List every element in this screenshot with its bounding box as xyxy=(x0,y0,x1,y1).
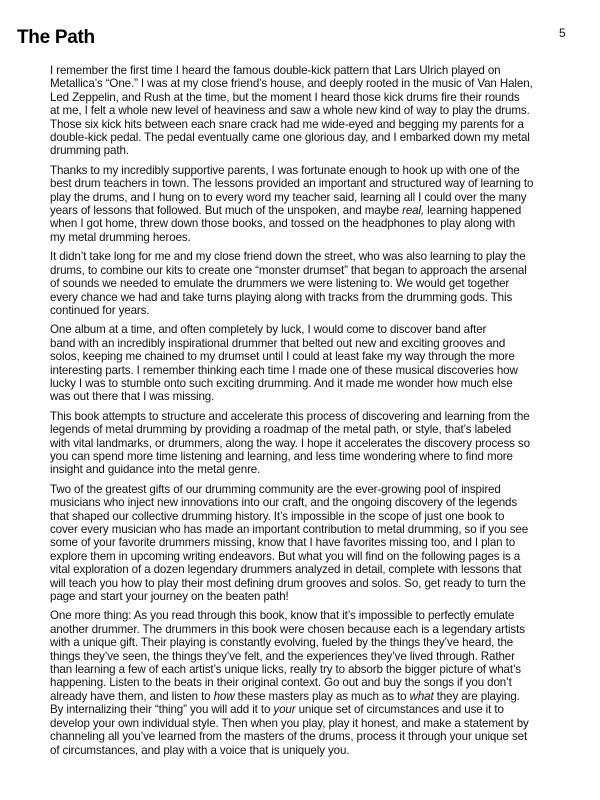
text-line: I remember the first time I heard the famous double-kick pattern that Lars Ulrich played on xyxy=(50,64,501,77)
text-line: some of your favorite drummers missing, know that I have favorites missing too, and I plan to xyxy=(50,536,516,550)
text-segment: By internalizing their “thing” you will add it to xyxy=(50,703,274,717)
text-line: cover every musician who has made an important contribution to metal drumming, so if you see xyxy=(50,523,529,536)
text-line: Two of the greatest gifts of our drumming community are the ever-growing pool of inspired xyxy=(50,482,501,496)
text-line: solos, keeping me chained to my drumset until I could at least fake my way through the more xyxy=(50,350,515,364)
page-number: 5 xyxy=(559,26,566,40)
text-line: develop your own individual style. Then when you play, play it honest, and make a statement by xyxy=(50,716,529,730)
text-segment: already have them, and listen to xyxy=(50,689,214,703)
text-line: continued for years. xyxy=(50,303,150,317)
italic-text: your xyxy=(273,703,296,717)
text-line: interesting parts. I remember thinking each time I made one of these musical discoveries how xyxy=(50,363,518,377)
paragraph xyxy=(50,64,550,158)
text-line: happening. Listen to the beats in their original context. Go out and buy the songs if you don’t xyxy=(50,676,512,690)
text-line: This book attempts to structure and accelerate this process of discovering and learning from the xyxy=(50,409,530,423)
italic-text: what xyxy=(409,689,434,703)
paragraph xyxy=(50,609,550,756)
text-line: was out there that I was missing. xyxy=(50,390,215,404)
text-line xyxy=(50,204,550,217)
text-line: of sounds we needed to emulate the drummers we were listening to. We would get together xyxy=(50,277,510,291)
text-line: with a unique gift. Their playing is constantly evolving, fueled by the things they’ve heard, the xyxy=(50,636,514,650)
text-line: One album at a time, and often completely by luck, I would come to discover band after xyxy=(50,323,487,337)
text-line: It didn’t take long for me and my close friend down the street, who was also learning to play the xyxy=(50,250,526,264)
text-line: every chance we had and take turns playing along with tracks from the drumming gods. This xyxy=(50,290,513,304)
text-line: with vital landmarks, or drummers, along the way. I hope it accelerates the discovery process so xyxy=(50,436,530,450)
paragraph xyxy=(50,164,550,244)
body-text xyxy=(50,64,550,763)
italic-text: how xyxy=(213,689,235,703)
text-line: play the drums, and I hung on to every word my teacher said, learning all I could over the many xyxy=(50,190,527,204)
italic-text: real, xyxy=(402,204,425,218)
paragraph xyxy=(50,410,550,477)
paragraph xyxy=(50,483,550,604)
text-line: Thanks to my incredibly supportive parents, I was fortunate enough to hook up with one of the xyxy=(50,163,520,177)
text-line: double-kick pedal. The pedal eventually came one glorious day, and I embarked down my metal xyxy=(50,131,530,145)
text-line: One more thing: As you read through this book, know that it’s impossible to perfectly emulate xyxy=(50,609,515,623)
text-line: drumming path. xyxy=(50,144,129,158)
text-line xyxy=(50,690,550,703)
text-line: will teach you how to play their most defining drum grooves and solos. So, get ready to turn the xyxy=(50,576,526,590)
text-line: legends of metal drumming by providing a roadmap of the metal path, or style, that’s labeled xyxy=(50,423,512,437)
text-line: insight and guidance into the metal genre. xyxy=(50,463,261,477)
text-line: explore them in upcoming writing endeavors. But what you will find on the following pages is a xyxy=(50,549,521,563)
text-line: my metal drumming heroes. xyxy=(50,230,191,244)
text-line: Metallica’s “One.” I was at my close friend’s house, and deeply rooted in the music of Van Halen, xyxy=(50,77,533,91)
text-line xyxy=(50,703,550,716)
text-line: things they’ve seen, the things they’ve felt, and the experiences they’ve lived through. Rather xyxy=(50,649,515,663)
text-line: of circumstances, and play with a voice that is uniquely you. xyxy=(50,743,350,757)
text-segment: they are playing. xyxy=(433,689,520,703)
text-line: Those six kick hits between each snare crack had me wide-eyed and begging my parents for a xyxy=(50,117,524,131)
text-line: vital exploration of a dozen legendary drummers analyzed in detail, complete with lessons that xyxy=(50,563,522,577)
text-segment: these masters play as much as to xyxy=(234,689,410,703)
text-line: that shaped our collective drumming history. It’s impossible in the scope of just one book to xyxy=(50,509,505,523)
text-segment: learning happened xyxy=(424,204,522,218)
text-line: drums, to combine our kits to create one “monster drumset” that began to approach the arsenal xyxy=(50,263,527,277)
paragraph xyxy=(50,250,550,317)
text-line: page and start your journey on the beaten path! xyxy=(50,590,289,604)
text-line: musicians who inject new innovations into our craft, and the ongoing discovery of the legends xyxy=(50,496,518,510)
text-line: you can spend more time listening and learning, and less time wondering where to find more xyxy=(50,449,513,463)
text-line: band with an incredibly inspirational drummer that belted out new and exciting grooves and xyxy=(50,336,506,350)
text-line: another drummer. The drummers in this book were chosen because each is a legendary artists xyxy=(50,622,525,636)
text-line: than learning a few of each artist’s unique licks, really try to absorb the bigger picture of what’s xyxy=(50,663,521,677)
text-line: channeling all you’ve learned from the masters of the drums, process it through your unique set xyxy=(50,730,528,744)
text-line: lucky I was to stumble onto such exciting drumming. And it made me wonder how much else xyxy=(50,376,513,390)
text-line: best drum teachers in town. The lessons provided an important and structured way of learning to xyxy=(50,177,534,191)
text-line: at me, I felt a whole new level of heaviness and saw a whole new kind of way to play the drums. xyxy=(50,104,530,118)
section-title: The Path xyxy=(17,27,95,48)
text-segment: years of lessons that followed. But much of the unspoken, and maybe xyxy=(50,204,403,218)
paragraph xyxy=(50,323,550,403)
text-line: Led Zeppelin, and Rush at the time, but the moment I heard those kick drums fire their rounds xyxy=(50,90,520,104)
text-segment: unique set of circumstances and use it to xyxy=(295,703,504,717)
text-line: when I got home, threw down those books, and tossed on the headphones to play along with xyxy=(50,217,516,231)
